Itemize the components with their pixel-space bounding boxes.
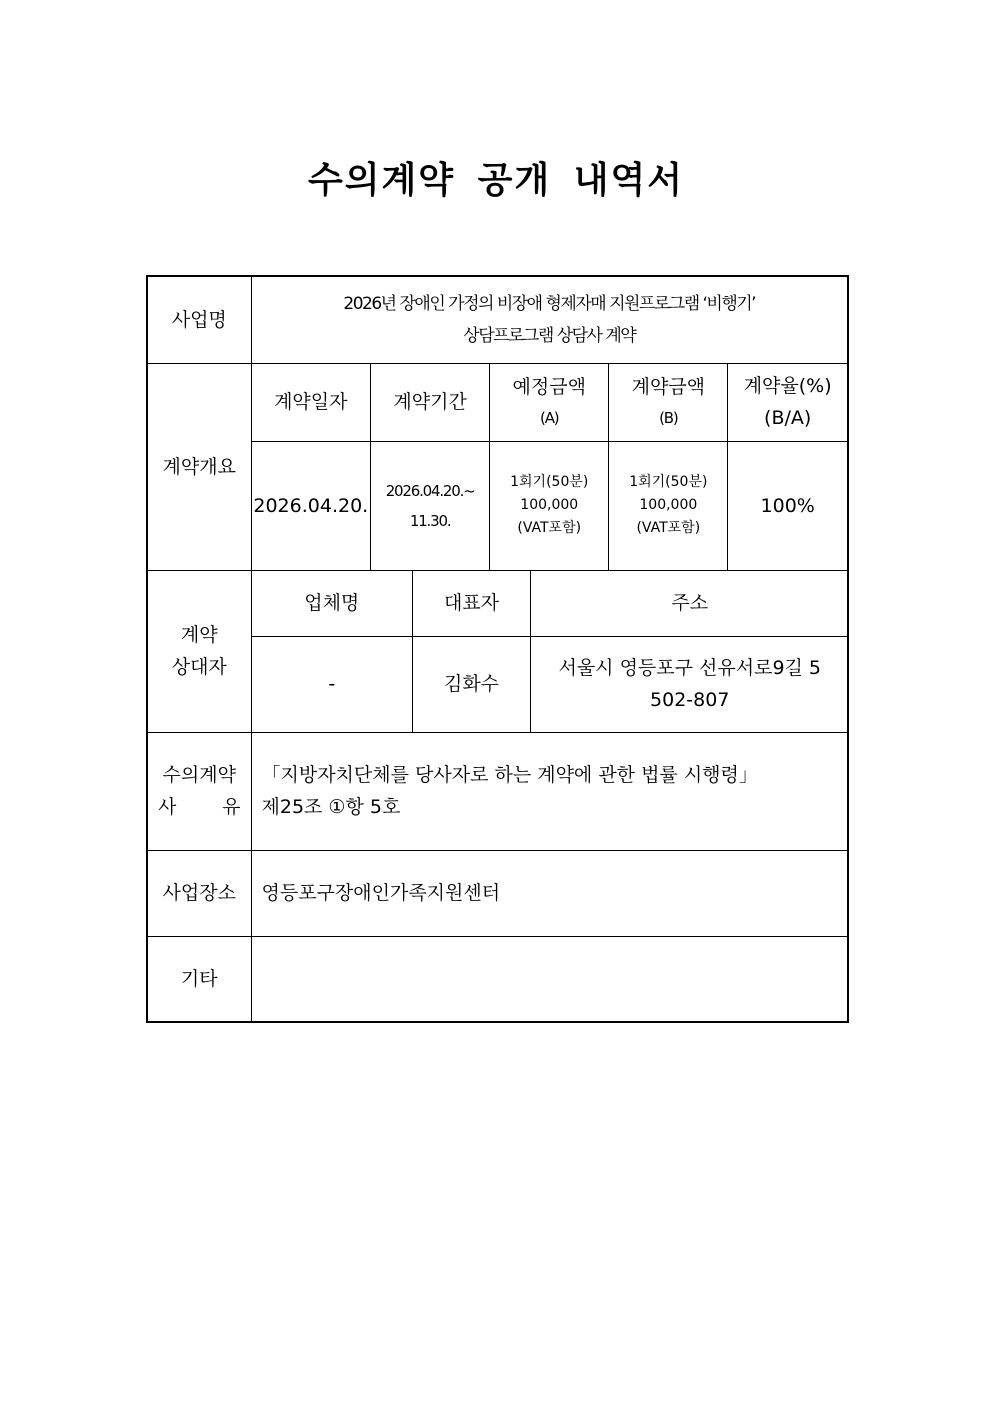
contract-rate-value: 100%	[728, 442, 847, 570]
project-name	[251, 276, 848, 363]
header-company-name: 업체명	[252, 571, 413, 637]
header-representative: 대표자	[413, 571, 531, 637]
counterparty-table	[252, 571, 849, 732]
representative-value: 김화수	[413, 637, 531, 732]
header-contract-period: 계약기간	[371, 364, 490, 442]
reason-line2: 제25조 ①항 5호	[261, 796, 401, 818]
header-estimated-amount: 예정금액 (A)	[490, 364, 609, 442]
overview-table	[252, 364, 848, 570]
header-contract-amount: 계약금액 (B)	[609, 364, 728, 442]
contract-period-value: 2026.04.20.~ 11.30.	[371, 442, 490, 570]
estimated-amount-value: 1회기(50분) 100,000 (VAT포함)	[490, 442, 609, 570]
header-contract-date: 계약일자	[252, 364, 371, 442]
project-name-line2: 상담프로그램 상담사 계약	[463, 325, 636, 346]
contract-table	[146, 275, 849, 1023]
reason-row	[147, 732, 848, 850]
place-row	[147, 850, 848, 936]
overview-row	[147, 363, 848, 570]
address-value: 서울시 영등포구 선유서로9길 5 502-807	[531, 637, 849, 732]
company-name-value: -	[252, 637, 413, 732]
reason-value	[251, 732, 848, 850]
counterparty-row	[147, 570, 848, 732]
document-title: 수의계약 공개 내역서	[307, 160, 685, 201]
place-label: 사업장소	[147, 850, 251, 936]
reason-line1: 「지방자치단체를 당사자로 하는 계약에 관한 법률 시행령」	[261, 764, 758, 786]
etc-value	[251, 936, 848, 1022]
etc-row	[147, 936, 848, 1022]
header-contract-rate: 계약율(%) (B/A)	[728, 364, 847, 442]
place-value: 영등포구장애인가족지원센터	[251, 850, 848, 936]
project-label: 사업명	[147, 276, 251, 363]
project-name-line1: 2026년 장애인 가정의 비장애 형제자매 지원프로그램 ‘비행기’	[343, 293, 756, 314]
contract-date-value: 2026.04.20.	[252, 442, 371, 570]
project-row	[147, 276, 848, 363]
overview-label: 계약개요	[147, 363, 251, 570]
counterparty-label: 계약 상대자	[147, 570, 251, 732]
header-address: 주소	[531, 571, 849, 637]
reason-label: 수의계약 사 유	[147, 732, 251, 850]
contract-amount-value: 1회기(50분) 100,000 (VAT포함)	[609, 442, 728, 570]
etc-label: 기타	[147, 936, 251, 1022]
